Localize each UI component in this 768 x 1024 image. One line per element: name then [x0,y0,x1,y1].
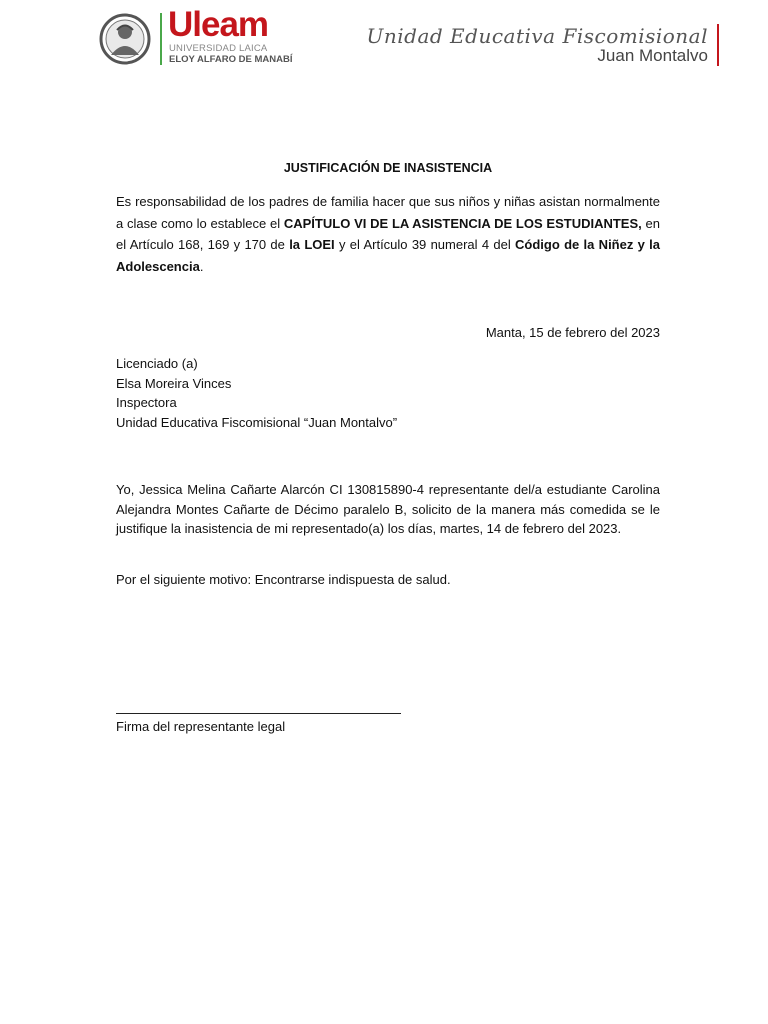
motive-line: Por el siguiente motivo: Encontrarse indispuesta de salud. [116,572,451,587]
intro-text-4: . [199,258,204,274]
intro-bold-chapter: CAPÍTULO VI DE LA ASISTENCIA DE LOS ESTUDIANTES, [283,215,642,231]
intro-text-1: Es responsabilidad de los padres de familia hacer que sus niños y niñas asistan normalmente a clase como lo establece el [116,194,660,231]
intro-text-3: y el Artículo 39 numeral 4 del [334,237,516,252]
uleam-logo-text: Uleam [168,5,269,44]
intro-bold-loei: la LOEI [289,237,335,252]
intro-text-2: en el Artículo 168, 169 y 170 de [116,215,660,252]
logo-divider [160,13,162,65]
recipient-role: Inspectora [116,395,177,410]
recipient-title: Licenciado (a) [116,356,198,371]
uleam-subtitle-bold: ELOY ALFARO DE MANABÍ [169,54,293,65]
signature-line [116,713,401,714]
document-date: Manta, 15 de febrero del 2023 [485,325,660,340]
signature-label: Firma del representante legal [116,719,286,734]
recipient-block [116,354,660,432]
recipient-institution: Unidad Educativa Fiscomisional “Juan Montalvo” [116,414,398,430]
intro-paragraph [116,191,660,277]
uleam-seal-icon [97,13,153,65]
letterhead [0,0,768,80]
uleam-subtitle: UNIVERSIDAD LAICA [169,43,268,54]
header-accent-bar [717,24,719,66]
request-paragraph: Yo, Jessica Melina Cañarte Alarcón CI 130815890-4 representante del/a estudiante Carolina Alejandra Montes Cañarte de Décimo paralelo B, solicito de la manera más comedida se le justifique la inasistencia de mi representado(a) los días, martes, 14 de febrero del 2023. [116,482,660,536]
intro-bold-code: Código de la Niñez y la Adolescencia [116,237,661,274]
recipient-name: Elsa Moreira Vinces [116,375,232,391]
document-title: JUSTIFICACIÓN DE INASISTENCIA [283,161,493,175]
school-script-name: Unidad Educativa Fiscomisional [366,24,708,48]
school-name: Juan Montalvo [597,46,708,65]
